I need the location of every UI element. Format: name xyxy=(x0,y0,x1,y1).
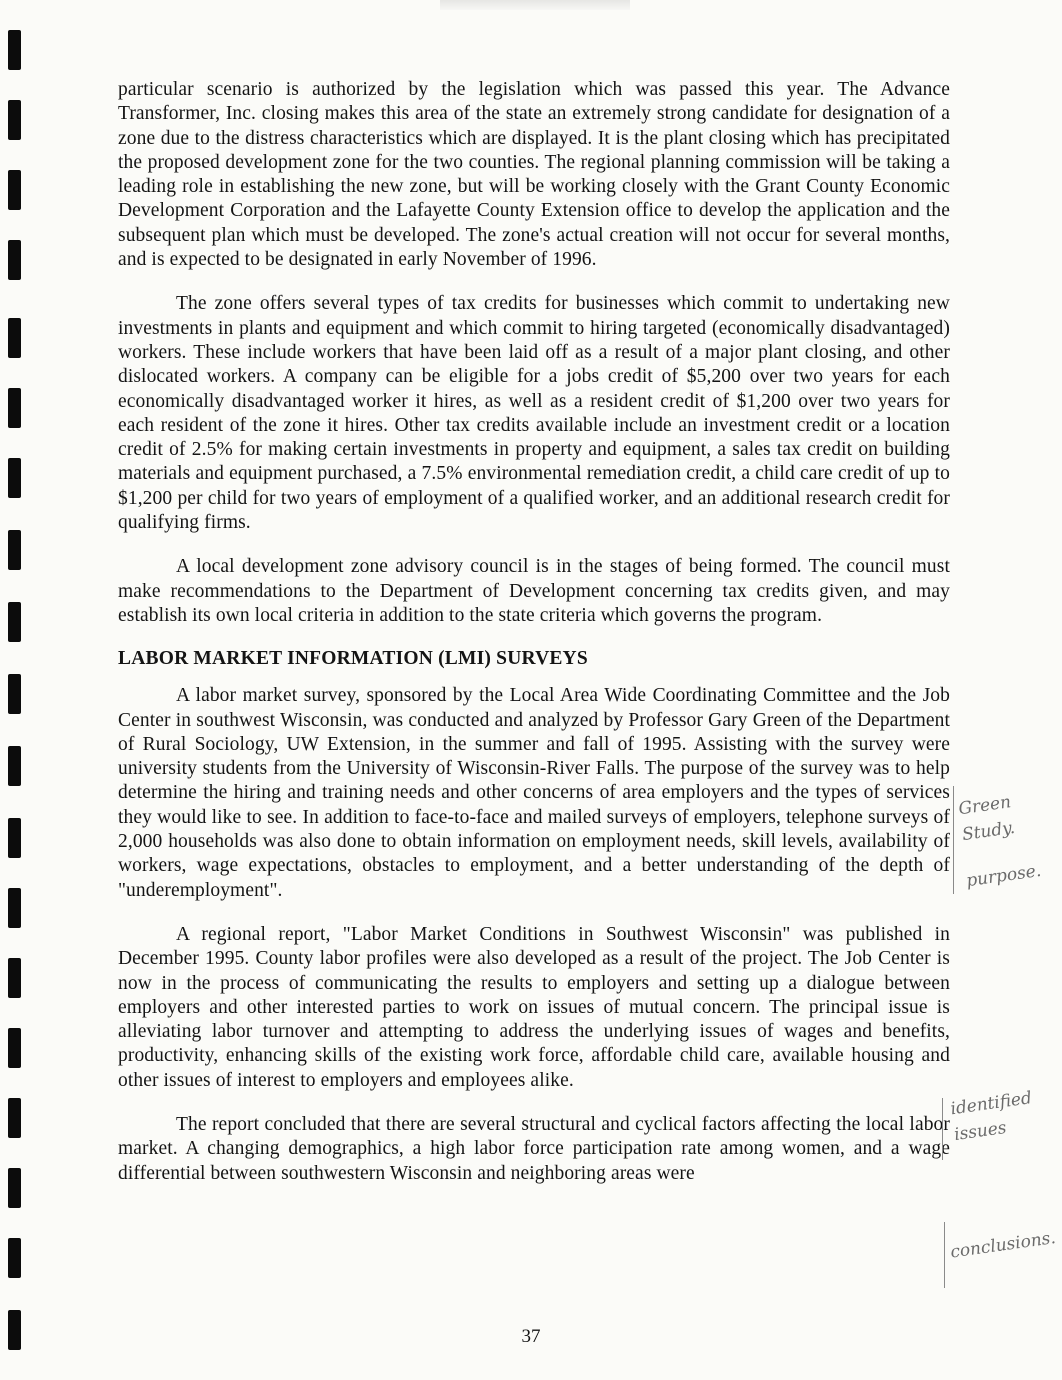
margin-bracket xyxy=(944,1222,945,1288)
paragraph: The report concluded that there are several structural and cyclical factors affecting the local labor market. A changing demographics, a high labor force participation rate among women, and a wage differential between southwestern Wisconsin and neighboring areas were xyxy=(118,1113,950,1184)
binding-hole xyxy=(8,746,21,786)
margin-bracket xyxy=(942,1098,943,1160)
binding-hole xyxy=(8,530,21,570)
binding-hole xyxy=(8,170,21,210)
binding-hole xyxy=(8,318,21,358)
handwritten-note-green-study: Green Study. xyxy=(957,792,1017,846)
handwritten-note-conclusions: conclusions. xyxy=(949,1227,1057,1263)
binding-hole xyxy=(8,602,21,642)
scan-smudge xyxy=(440,0,630,10)
binding-hole xyxy=(8,818,21,858)
handwritten-note-identified-issues: identified issues xyxy=(949,1088,1034,1146)
binding-hole xyxy=(8,1168,21,1208)
margin-bracket xyxy=(953,786,954,894)
binding-hole xyxy=(8,458,21,498)
section-heading: LABOR MARKET INFORMATION (LMI) SURVEYS xyxy=(118,648,588,670)
binding-hole xyxy=(8,1098,21,1138)
paragraph: The zone offers several types of tax credits for businesses which commit to undertaking new investments in plants and equipment and which commit to hiring targeted (economically disadvantaged) workers. These include workers that have been laid off as a result of a major plant closing, and other dislocated workers. A company can be eligible for a jobs credit of $5,200 over two years for each economically disadvantaged worker it hires, as well as a resident credit of $1,200 over two years for each resident of the zone it hires. Other tax credits available include an investment credit or a location credit of 2.5% for making certain investments in property and equipment, a sales tax credit on building materials and equipment purchased, a 7.5% environmental remediation credit, a child care credit of up to $1,200 per child for two years of employment of a qualified worker, and an additional research credit for qualifying firms. xyxy=(118,293,950,534)
binding-hole xyxy=(8,674,21,714)
binding-hole xyxy=(8,240,21,280)
paragraph: A labor market survey, sponsored by the Local Area Wide Coordinating Committee and the Job Center in southwest Wisconsin, was conducted and analyzed by Professor Gary Green of the Department of Rural Sociology, UW Extension, in the summer and fall of 1995. Assisting with the survey were university students from the University of Wisconsin-River Falls. The purpose of the survey was to help determine the hiring and training needs and other concerns of area employers and the types of services they would like to see. In addition to face-to-face and mailed surveys of employers, telephone surveys of 2,000 households was also done to obtain information on employment needs, skill levels, availability of workers, wage expectations, obstacles to employment, and a better understanding of the depth of "underemployment". xyxy=(118,685,950,901)
binding-hole xyxy=(8,888,21,928)
binding-hole xyxy=(8,1028,21,1068)
binding-hole xyxy=(8,1238,21,1278)
document-body xyxy=(118,78,950,1206)
binding-holes xyxy=(8,0,22,1380)
binding-hole xyxy=(8,958,21,998)
binding-hole xyxy=(8,30,21,70)
binding-hole xyxy=(8,100,21,140)
paragraph: particular scenario is authorized by the legislation which was passed this year. The Advance Transformer, Inc. closing makes this area of the state an extremely strong candidate for designation of a zone due to the distress characteristics which are displayed. It is the plant closing which has precipitated the proposed development zone for the two counties. The regional planning commission will be taking a leading role in establishing the new zone, but will be working closely with the Grant County Economic Development Corporation and the Lafayette County Extension office to develop the application and the subsequent plan which must be developed. The zone's actual creation will not occur for several months, and is expected to be designated in early November of 1996. xyxy=(118,79,950,271)
handwritten-note-purpose: purpose. xyxy=(965,860,1043,892)
paragraph: A local development zone advisory council is in the stages of being formed. The council must make recommendations to the Department of Development concerning tax credits given, and may establish its own local criteria in addition to the state criteria which governs the program. xyxy=(118,556,950,626)
paragraph: A regional report, "Labor Market Conditions in Southwest Wisconsin" was published in December 1995. County labor profiles were also developed as a result of the project. The Job Center is now in the process of communicating the results to employers and setting up a dialogue between employers and other interested parties to work on issues of mutual concern. The principal issue is alleviating labor turnover and attempting to address the underlying issues of wages and benefits, productivity, enhancing skills of the existing work force, affordable child care, available housing and other issues of interest to employers and employees alike. xyxy=(118,923,950,1091)
binding-hole xyxy=(8,388,21,428)
page-number: 37 xyxy=(521,1326,541,1347)
